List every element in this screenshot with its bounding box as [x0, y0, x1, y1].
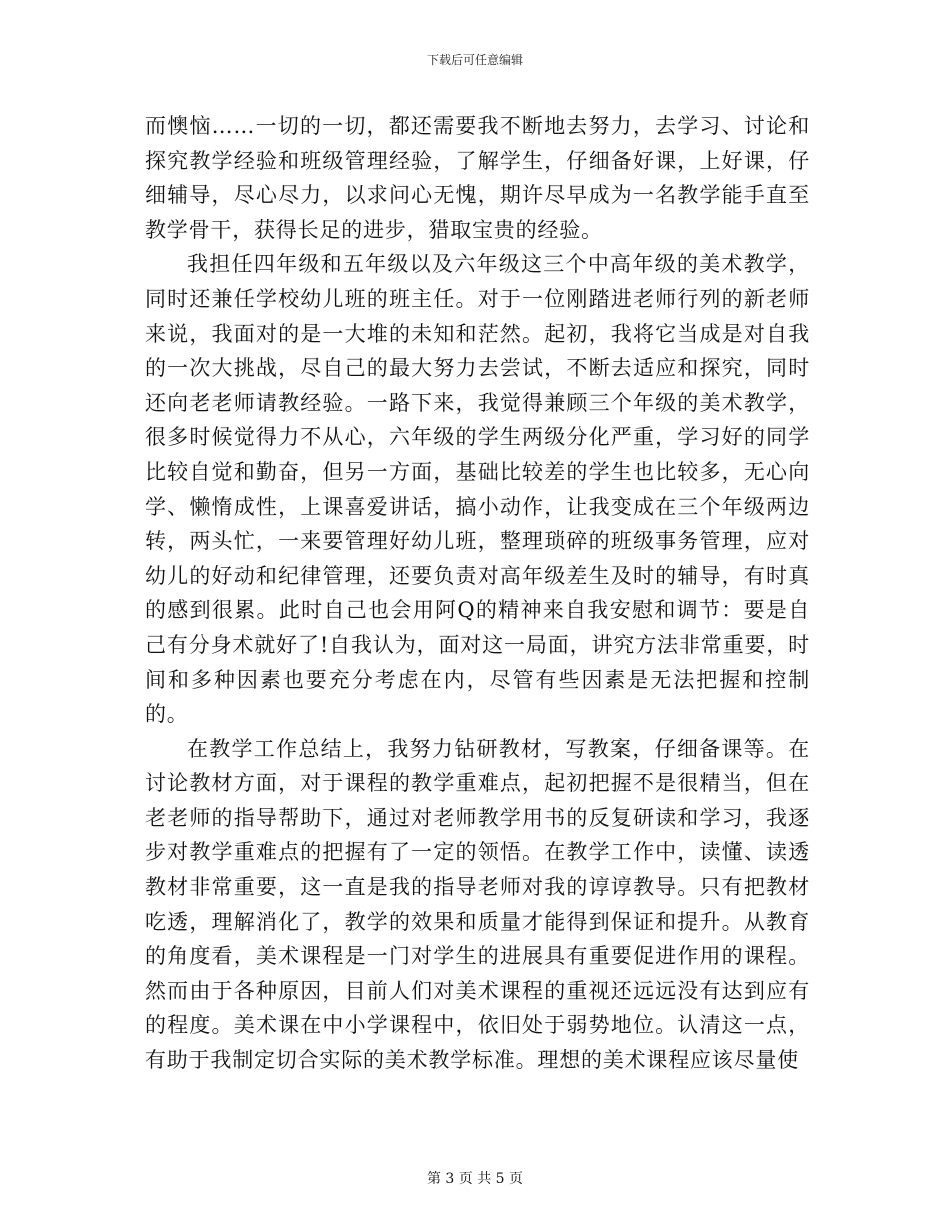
paragraph-3: 在教学工作总结上，我努力钻研教材，写教案，仔细备课等。在讨论教材方面，对于课程的教学重难点，起初把握不是很精当，但在老老师的指导帮助下，通过对老师教学用书的反复研读和学习，我逐步对教学重难点的把握有了一定的领悟。在教学工作中，读懂、读透教材非常重要，这一直是我的指导老师对我的谆谆教导。只有把教材吃透，理解消化了，教学的效果和质量才能得到保证和提升。从教育的角度看，美术课程是一门对学生的进展具有重要促进作用的课程。然而由于各种原因，目前人们对美术课程的重视还远远没有达到应有的程度。美术课在中小学课程中，依旧处于弱势地位。认清这一点，有助于我制定切合实际的美术教学标准。理想的美术课程应该尽量使	[145, 736, 810, 1073]
paragraph-1: 而懊恼……一切的一切，都还需要我不断地去努力，去学习、讨论和探究教学经验和班级管理经验，了解学生，仔细备好课，上好课，仔细辅导，尽心尽力，以求问心无愧，期许尽早成为一名教学能手直至教学骨干，获得长足的进步，猎取宝贵的经验。	[145, 114, 810, 242]
page-header: 下载后可任意编辑	[426, 53, 523, 67]
paragraph-2: 我担任四年级和五年级以及六年级这三个中高年级的美术教学，同时还兼任学校幼儿班的班主任。对于一位刚踏进老师行列的新老师来说，我面对的是一大堆的未知和茫然。起初，我将它当成是对自我的一次大挑战，尽自己的最大努力去尝试，不断去适应和探究，同时还向老老师请教经验。一路下来，我觉得兼顾三个年级的美术教学，很多时候觉得力不从心，六年级的学生两级分化严重，学习好的同学比较自觉和勤奋，但另一方面，基础比较差的学生也比较多，无心向学、懒惰成性，上课喜爱讲话，搞小动作，让我变成在三个年级两边转，两头忙，一来要管理好幼儿班，整理琐碎的班级事务管理，应对幼儿的好动和纪律管理，还要负责对高年级差生及时的辅导，有时真的感到很累。此时自己也会用阿Q的精神来自我安慰和调节：要是自己有分身术就好了!自我认为，面对这一局面，讲究方法非常重要，时间和多种因素也要充分考虑在内，尽管有些因素是无法把握和控制的。	[145, 252, 810, 727]
document-body	[145, 109, 810, 1078]
page-number-footer: 第 3 页 共 5 页	[426, 1171, 524, 1187]
